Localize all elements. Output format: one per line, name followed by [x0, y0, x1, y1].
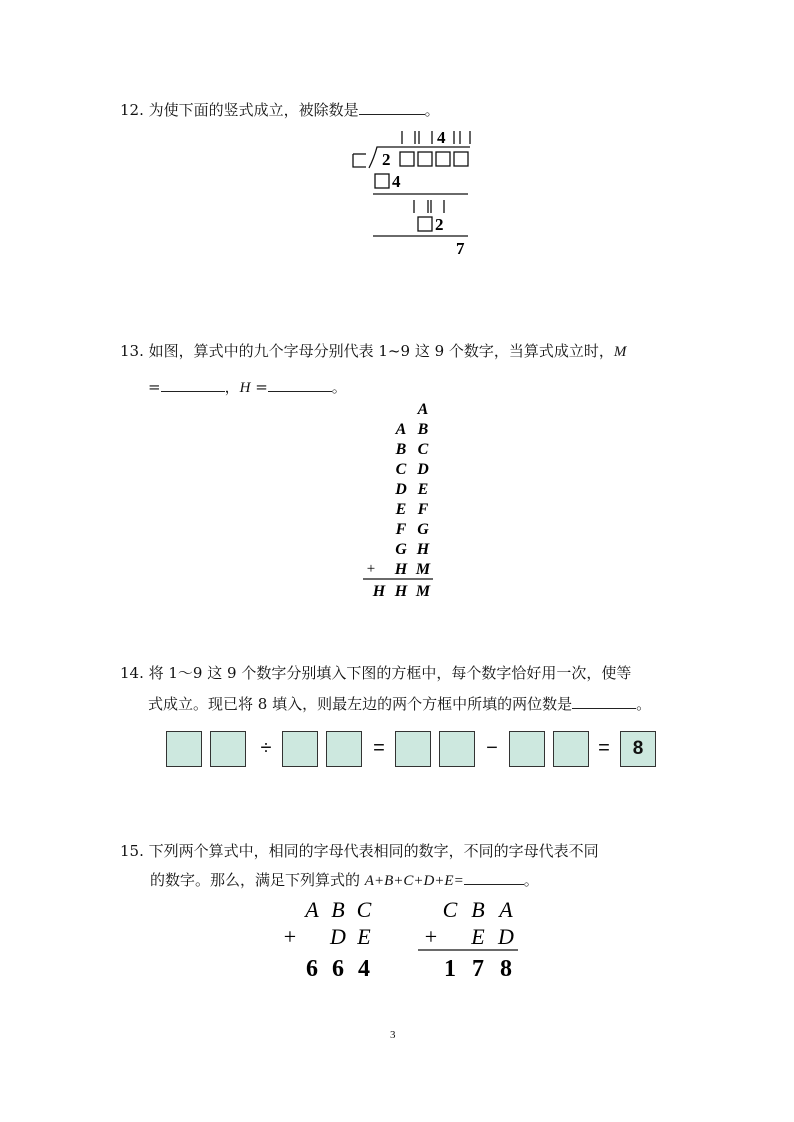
q13-r4-c1: D [395, 481, 407, 498]
q14-box-4[interactable] [326, 731, 362, 767]
q15-right-plus: + [424, 924, 438, 949]
q15-right-mid-0: E [471, 924, 485, 949]
q13-r0-c2: A [417, 401, 429, 418]
q13-r3-c2: D [417, 461, 429, 478]
q12-sub1-digit: 4 [392, 172, 401, 191]
q15-right-top-0: C [442, 897, 458, 922]
q13-sum-c0: H [372, 583, 386, 600]
q13-r8-c2: M [415, 561, 431, 578]
q13-sum-c1: H [394, 583, 408, 600]
q12-period: 。 [424, 101, 440, 119]
q14-answer-blank [572, 694, 636, 709]
q14-equals-sign-1: = [373, 737, 385, 759]
q15-right-sum-2: 8 [500, 956, 512, 982]
q14-divide-sign: ÷ [260, 737, 272, 759]
q13-eq1: = [148, 378, 161, 396]
q14-box-2[interactable] [210, 731, 246, 767]
q13-eq2: = [250, 378, 268, 396]
q15-equations [270, 892, 530, 987]
q14-prompt: 式成立。现已将 8 填入，则最左边的两个方框中所填的两位数是 [148, 695, 573, 713]
q15-left-mid-0: D [330, 924, 346, 949]
q13-r8-c1: H [394, 561, 408, 578]
q13-prompt: 13. 如图，算式中的九个字母分别代表 1~9 这 9 个数字，当算式成立时， [120, 342, 614, 360]
page-number: 3 [390, 1029, 396, 1041]
q15-right-top-2: A [499, 897, 513, 922]
q13-r5-c1: E [395, 501, 407, 518]
q15-left-top-2: C [356, 897, 372, 922]
q15-left-top-1: B [331, 897, 345, 922]
q13-r3-c1: C [395, 461, 407, 478]
q15-line1: 15. 下列两个算式中，相同的字母代表相同的数字，不同的字母代表不同 [120, 842, 599, 860]
q13-period: 。 [331, 378, 347, 396]
q13-r4-c2: E [417, 481, 429, 498]
q14-equals-sign-2: = [598, 737, 610, 759]
q14-period: 。 [636, 695, 652, 713]
q12-dividend-digit: 2 [382, 150, 391, 169]
q13-separator: ， [224, 378, 240, 396]
q15-left-mid-1: E [357, 924, 371, 949]
q15-left-sum-2: 4 [358, 956, 370, 982]
q13-r1-c2: B [417, 421, 429, 438]
q13-r2-c2: C [417, 441, 429, 458]
q15-period: 。 [523, 871, 539, 889]
q15-prompt: 的数字。那么，满足下列算式的 [150, 871, 365, 889]
q12-long-division [330, 122, 480, 262]
q13-var-h: H [239, 380, 251, 396]
q13-line1 [120, 341, 626, 362]
q13-answer-blank-m [161, 377, 225, 392]
q13-r6-c1: F [395, 521, 407, 538]
q13-addition [355, 398, 445, 603]
q15-line2 [150, 870, 539, 891]
q15-left-plus: + [283, 924, 297, 949]
q15-expression: A+B+C+D+E= [364, 873, 464, 889]
q12-answer-blank [359, 100, 425, 115]
q14-box-6[interactable] [439, 731, 475, 767]
q12-sub2-digit: 2 [435, 215, 444, 234]
q15-left-sum-1: 6 [332, 956, 344, 982]
q14-box-5[interactable] [395, 731, 431, 767]
q14-box-filled: 8 [620, 731, 656, 767]
q13-r2-c1: B [395, 441, 407, 458]
q13-var-m: M [613, 344, 627, 360]
q13-sum-c2: M [415, 583, 431, 600]
q14-minus-sign: − [486, 737, 498, 759]
q15-answer-blank [464, 870, 524, 885]
q15-right-mid-1: D [498, 924, 514, 949]
q14-box-7[interactable] [509, 731, 545, 767]
q13-answer-blank-h [268, 377, 332, 392]
q15-right-sum-1: 7 [472, 956, 484, 982]
q13-plus-sign: + [366, 561, 376, 577]
q12-text [120, 100, 440, 120]
q13-r1-c1: A [395, 421, 407, 438]
q14-line2 [148, 694, 651, 714]
q12-remainder: 7 [456, 239, 465, 258]
q14-box-1[interactable] [166, 731, 202, 767]
q14-line1: 14. 将 1～9 这 9 个数字分别填入下图的方框中，每个数字恰好用一次，使等 [120, 664, 632, 682]
q15-right-top-1: B [471, 897, 485, 922]
q14-box-8[interactable] [553, 731, 589, 767]
q15-left-sum-0: 6 [306, 956, 318, 982]
q15-left-top-0: A [305, 897, 319, 922]
q14-box-3[interactable] [282, 731, 318, 767]
q13-line2 [148, 377, 347, 398]
q12-quotient-digit: 4 [437, 128, 446, 147]
q13-r7-c1: G [395, 541, 407, 558]
q13-r6-c2: G [417, 521, 429, 538]
q12-prompt: 12. 为使下面的竖式成立，被除数是 [120, 101, 359, 119]
q13-r5-c2: F [417, 501, 429, 518]
q13-r7-c2: H [416, 541, 430, 558]
q15-right-sum-0: 1 [444, 956, 456, 982]
